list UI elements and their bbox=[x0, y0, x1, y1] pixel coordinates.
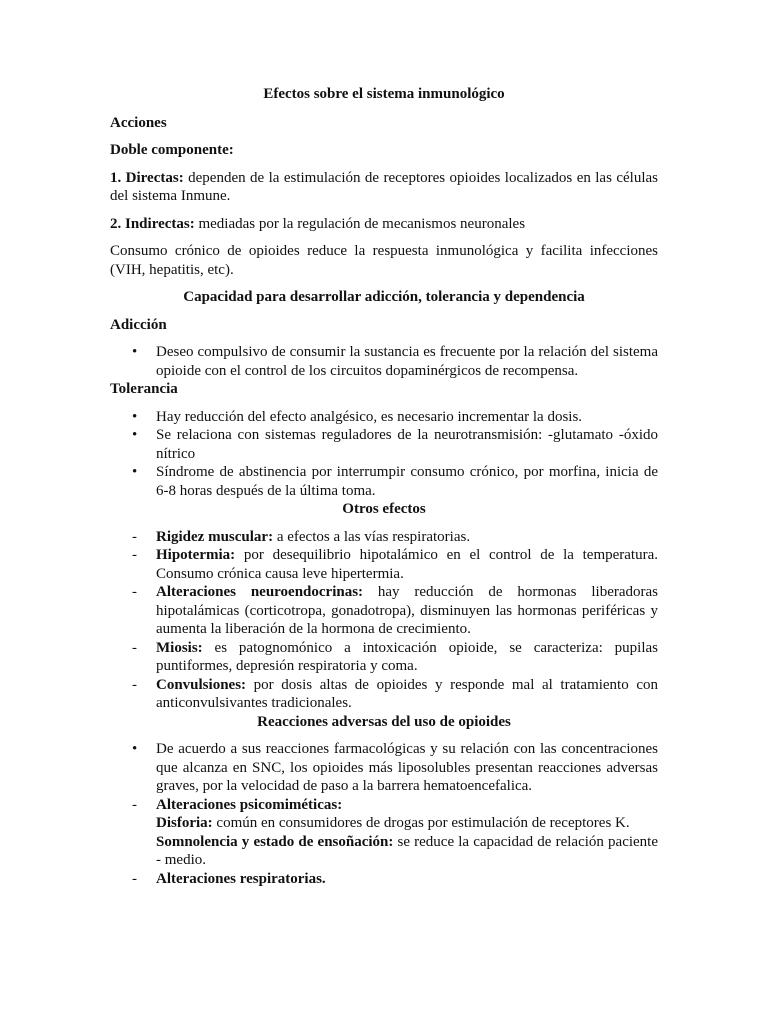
list-item: • Hay reducción del efecto analgésico, es necesario incrementar la dosis. bbox=[132, 408, 583, 425]
tolerancia-heading: Tolerancia bbox=[110, 381, 178, 397]
somnolencia-line: Somnolencia y estado de ensoñación: se reduce la capacidad de relación paciente - medio. bbox=[156, 833, 658, 868]
dash-icon: - bbox=[132, 676, 137, 693]
otros-heading: Otros efectos bbox=[342, 501, 426, 517]
bullet-icon: • bbox=[132, 427, 138, 443]
bullet-icon: • bbox=[132, 408, 138, 425]
bullet-icon: • bbox=[132, 344, 138, 360]
disforia-line: Disforia: común en consumidores de drogas por estimulación de receptores K. bbox=[156, 815, 630, 831]
reacciones-heading: Reacciones adversas del uso de opioides bbox=[257, 713, 511, 730]
dash-icon: - bbox=[132, 639, 137, 656]
list-item: • Se relaciona con sistemas reguladores de la neurotransmisión: -glutamato -óxido nítrico bbox=[132, 427, 658, 462]
bullet-icon: • bbox=[132, 741, 138, 757]
dash-icon: - bbox=[132, 584, 137, 600]
bullet-icon: • bbox=[132, 464, 138, 480]
adiccion-heading: Adicción bbox=[110, 316, 167, 333]
directas-paragraph: 1. Directas: dependen de la estimulación de receptores opioides localizados en las células del sistema Inmune. bbox=[110, 169, 658, 204]
list-item: - Rigidez muscular: a efectos a las vías respiratorias. bbox=[132, 528, 471, 545]
list-item: - Hipotermia: por desequilibrio hipotalámico en el control de la temperatura. Consumo crónica causa leve hipertermia. bbox=[132, 547, 658, 582]
dash-icon: - bbox=[132, 796, 137, 813]
doble-componente-heading: Doble componente: bbox=[110, 142, 234, 158]
list-item: • Deseo compulsivo de consumir la sustancia es frecuente por la relación del sistema opioide con el control de los circuitos dopaminérgicos de recompensa. bbox=[132, 344, 658, 379]
reacciones-dash-list bbox=[110, 796, 658, 889]
list-item: - Miosis: es patognomónico a intoxicación opioide, se caracteriza: pupilas puntiformes, depresión respiratoria y coma. bbox=[132, 639, 658, 674]
reacciones-bullet-list bbox=[110, 740, 658, 796]
list-item: - Convulsiones: por dosis altas de opioides y responde mal al tratamiento con anticonvulsivantes tradicionales. bbox=[132, 676, 658, 711]
list-item: - Alteraciones neuroendocrinas: hay reducción de hormonas liberadoras hipotalámicas (corticotropa, gonadotropa), disminuyen las hormonas periféricas y aumenta la liberación de la hormona de crecimiento. bbox=[132, 584, 658, 637]
list-item: - Alteraciones psicomiméticas: Disforia: común en consumidores de drogas por estimulación de receptores K. Somnolencia y estado de ensoñación: se reduce la capacidad de relación paciente - medio. bbox=[132, 796, 658, 868]
otros-list bbox=[110, 528, 658, 713]
dash-icon: - bbox=[132, 528, 137, 545]
list-item: • Síndrome de abstinencia por interrumpir consumo crónico, por morfina, inicia de 6-8 horas después de la última toma. bbox=[132, 464, 658, 499]
page-title: Efectos sobre el sistema inmunológico bbox=[263, 86, 505, 102]
acciones-heading: Acciones bbox=[110, 114, 167, 131]
dash-icon: - bbox=[132, 870, 137, 887]
tolerancia-list bbox=[110, 408, 658, 501]
list-item: • De acuerdo a sus reacciones farmacológicas y su relación con las concentraciones que alcanza en SNC, los opioides más liposolubles presentan reacciones adversas graves, por la velocidad de paso a la barrera hematoencefalica. bbox=[132, 741, 658, 794]
consumo-paragraph: Consumo crónico de opioides reduce la respuesta inmunológica y facilita infecciones (VIH, hepatitis, etc). bbox=[110, 243, 658, 278]
indirectas-paragraph: 2. Indirectas: mediadas por la regulación de mecanismos neuronales bbox=[110, 215, 526, 232]
capacidad-heading: Capacidad para desarrollar adicción, tolerancia y dependencia bbox=[183, 289, 585, 305]
list-item: - Alteraciones respiratorias. bbox=[132, 870, 326, 887]
dash-icon: - bbox=[132, 547, 137, 563]
adiccion-list bbox=[110, 343, 658, 380]
